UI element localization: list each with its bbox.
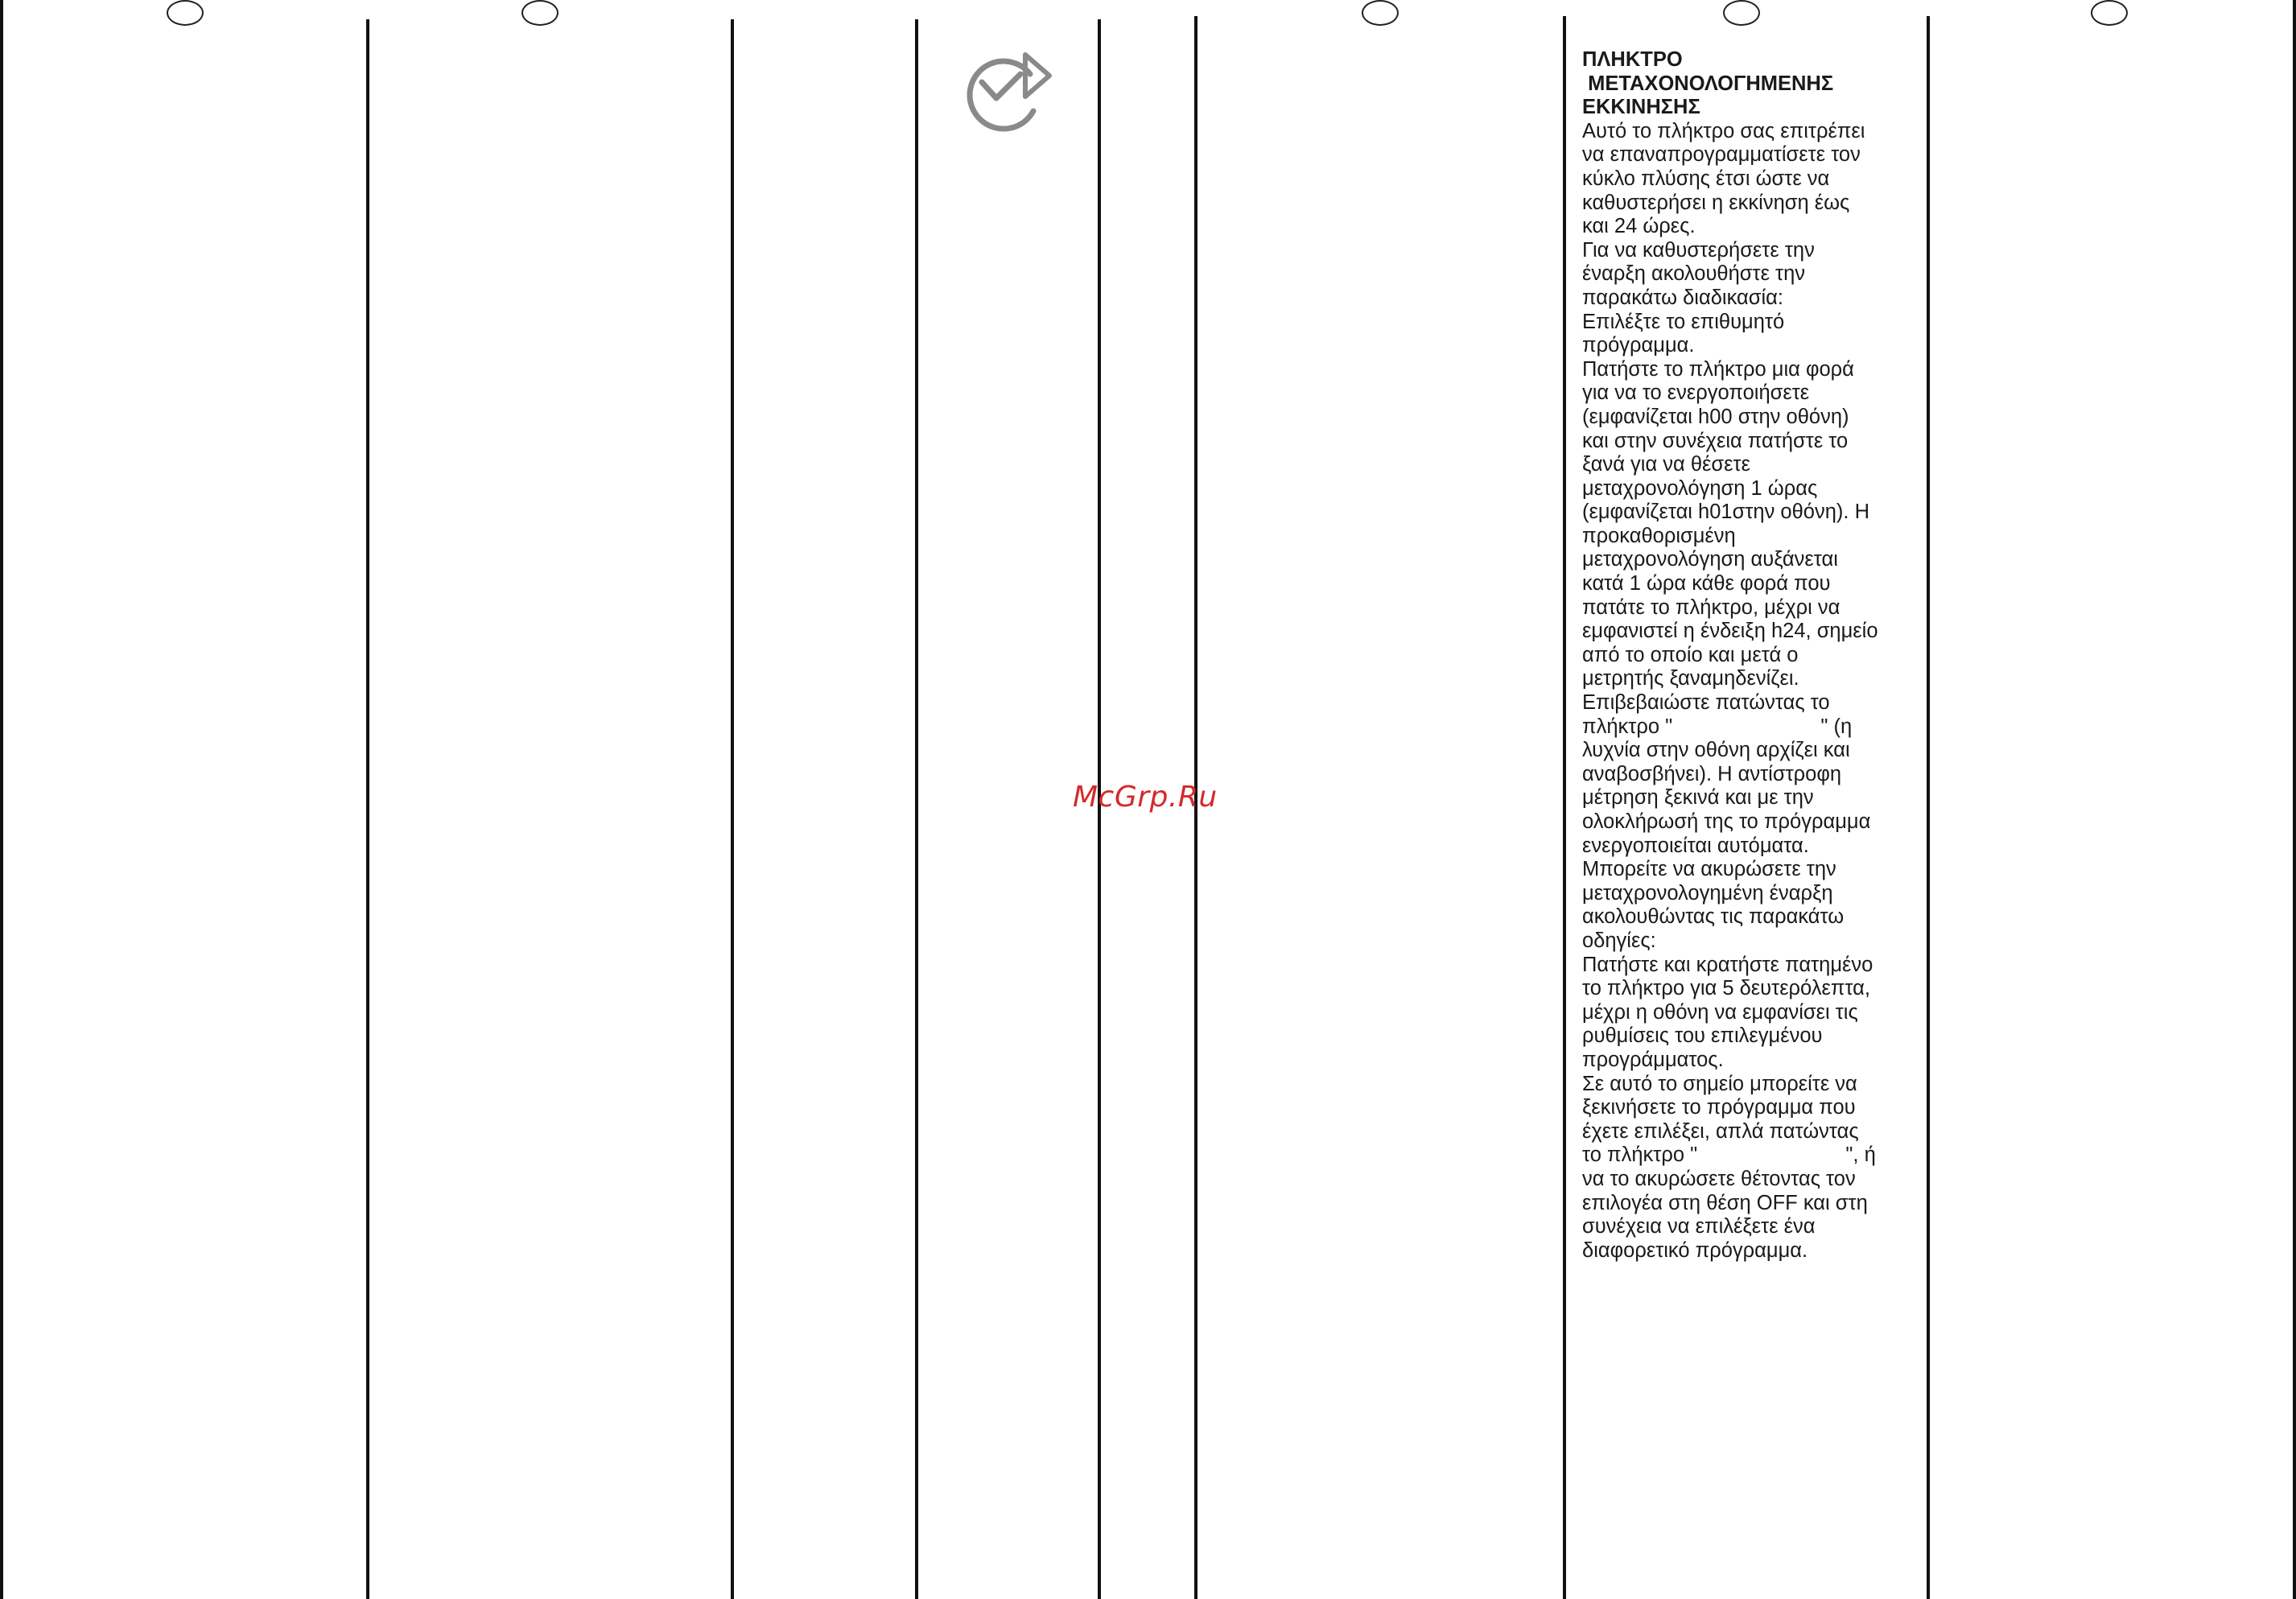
text-line: Επιλέξτε το επιθυμητό	[1582, 310, 1785, 333]
text-line: συνέχεια να επιλέξετε ένα	[1582, 1215, 1816, 1238]
column-divider	[366, 19, 369, 1599]
text-line: να το ακυρώσετε θέτοντας τον	[1582, 1167, 1856, 1190]
text-line: ακολουθώντας τις παρακάτω	[1582, 905, 1845, 929]
binder-hole	[521, 0, 559, 26]
heading-line: ΜΕΤΑΧΟΝΟΛΟΓΗΜΕΝΗΣ	[1582, 72, 1834, 95]
text-line: μεταχρονολόγηση αυξάνεται	[1582, 548, 1838, 571]
binder-hole	[2091, 0, 2128, 26]
watermark: McGrp.Ru	[1073, 781, 1218, 814]
text-line: Πατήστε το πλήκτρο μια φορά	[1582, 357, 1854, 381]
heading-line: ΕΚΚΙΝΗΣΗΣ	[1582, 96, 1700, 119]
text-line: προγράμματος.	[1582, 1048, 1724, 1071]
text-line: μεταχρονολογημένη έναρξη	[1582, 881, 1833, 905]
text-line: κατά 1 ώρα κάθε φορά που	[1582, 572, 1831, 596]
text-line: (εμφανίζεται h01στην οθόνη). Η	[1582, 501, 1869, 524]
column-divider	[1927, 16, 1930, 1599]
paragraph	[1582, 954, 1920, 1073]
text-line: και στην συνέχεια πατήστε το	[1582, 429, 1849, 452]
paragraph	[1582, 239, 1920, 311]
text-line: Επιβεβαιώστε πατώντας το	[1582, 691, 1830, 715]
text-line: εμφανιστεί η ένδειξη h24, σημείο	[1582, 620, 1878, 643]
text-line: πρόγραμμα.	[1582, 334, 1695, 357]
text-line: ρυθμίσεις του επιλεγμένου	[1582, 1024, 1823, 1048]
text-line: ολοκλήρωσή της το πρόγραμμα	[1582, 810, 1871, 833]
text-line: μεταχρονολόγηση 1 ώρας	[1582, 476, 1818, 500]
text-line: ενεργοποιείται αυτόματα.	[1582, 834, 1809, 857]
text-line: το πλήκτρο για 5 δευτερόλεπτα,	[1582, 977, 1871, 1000]
column-divider	[2293, 0, 2296, 1599]
column-divider	[0, 0, 3, 1599]
text-line: το πλήκτρο " ", ή	[1582, 1144, 1876, 1167]
text-line: πατάτε το πλήκτρο, μέχρι να	[1582, 596, 1841, 619]
binder-hole	[1723, 0, 1760, 26]
text-line: αναβοσβήνει). Η αντίστροφη	[1582, 762, 1842, 785]
paragraph	[1582, 858, 1920, 953]
column-divider	[1563, 16, 1566, 1599]
text-line: λυχνία στην οθόνη αρχίζει και	[1582, 739, 1850, 762]
paragraph	[1582, 120, 1920, 239]
text-line: Πατήστε και κρατήστε πατημένο	[1582, 953, 1873, 976]
paragraph	[1582, 311, 1920, 358]
text-line: έχετε επιλέξει, απλά πατώντας	[1582, 1119, 1859, 1143]
section-body	[1582, 120, 1920, 1263]
text-line: καθυστερήσει η εκκίνηση έως	[1582, 191, 1850, 214]
text-line: έναρξη ακολουθήστε την	[1582, 262, 1806, 286]
paragraph	[1582, 358, 1920, 691]
text-line: μετρητής ξαναμηδενίζει.	[1582, 667, 1799, 690]
text-line: ξανά για να θέσετε	[1582, 453, 1750, 476]
text-line: από το οποίο και μετά ο	[1582, 643, 1799, 666]
text-line: μέτρηση ξεκινά και με την	[1582, 786, 1814, 810]
text-line: Μπορείτε να ακυρώσετε την	[1582, 858, 1836, 881]
delay-start-icon	[959, 48, 1056, 137]
text-line: επιλογέα στη θέση OFF και στη	[1582, 1191, 1868, 1214]
binder-hole	[1362, 0, 1399, 26]
text-line: να επαναπρογραμματίσετε τον	[1582, 143, 1861, 167]
text-line: προκαθορισμένη	[1582, 524, 1736, 547]
paragraph	[1582, 1073, 1920, 1263]
text-line: πλήκτρο " " (η	[1582, 715, 1853, 738]
text-line: μέχρι η οθόνη να εμφανίσει τις	[1582, 1000, 1858, 1024]
column-divider	[915, 19, 918, 1599]
column-divider	[731, 19, 734, 1599]
text-line: Αυτό το πλήκτρο σας επιτρέπει	[1582, 119, 1865, 142]
text-line: Σε αυτό το σημείο μπορείτε να	[1582, 1072, 1857, 1095]
text-line: παρακάτω διαδικασία:	[1582, 286, 1783, 309]
text-line: διαφορετικό πρόγραμμα.	[1582, 1238, 1808, 1262]
text-line: (εμφανίζεται h00 στην οθόνη)	[1582, 405, 1849, 428]
text-line: κύκλο πλύσης έτσι ώστε να	[1582, 167, 1830, 190]
section-heading	[1582, 48, 1920, 120]
text-line: και 24 ώρες.	[1582, 215, 1696, 238]
paragraph	[1582, 691, 1920, 858]
heading-line: ΠΛΗΚΤΡΟ	[1582, 48, 1683, 71]
binder-hole	[167, 0, 204, 26]
text-line: ξεκινήσετε το πρόγραμμα που	[1582, 1096, 1856, 1119]
text-line: Για να καθυστερήσετε την	[1582, 238, 1815, 262]
text-line: για να το ενεργοποιήσετε	[1582, 381, 1810, 405]
delay-start-section	[1582, 48, 1920, 1263]
text-line: οδηγίες:	[1582, 929, 1656, 952]
